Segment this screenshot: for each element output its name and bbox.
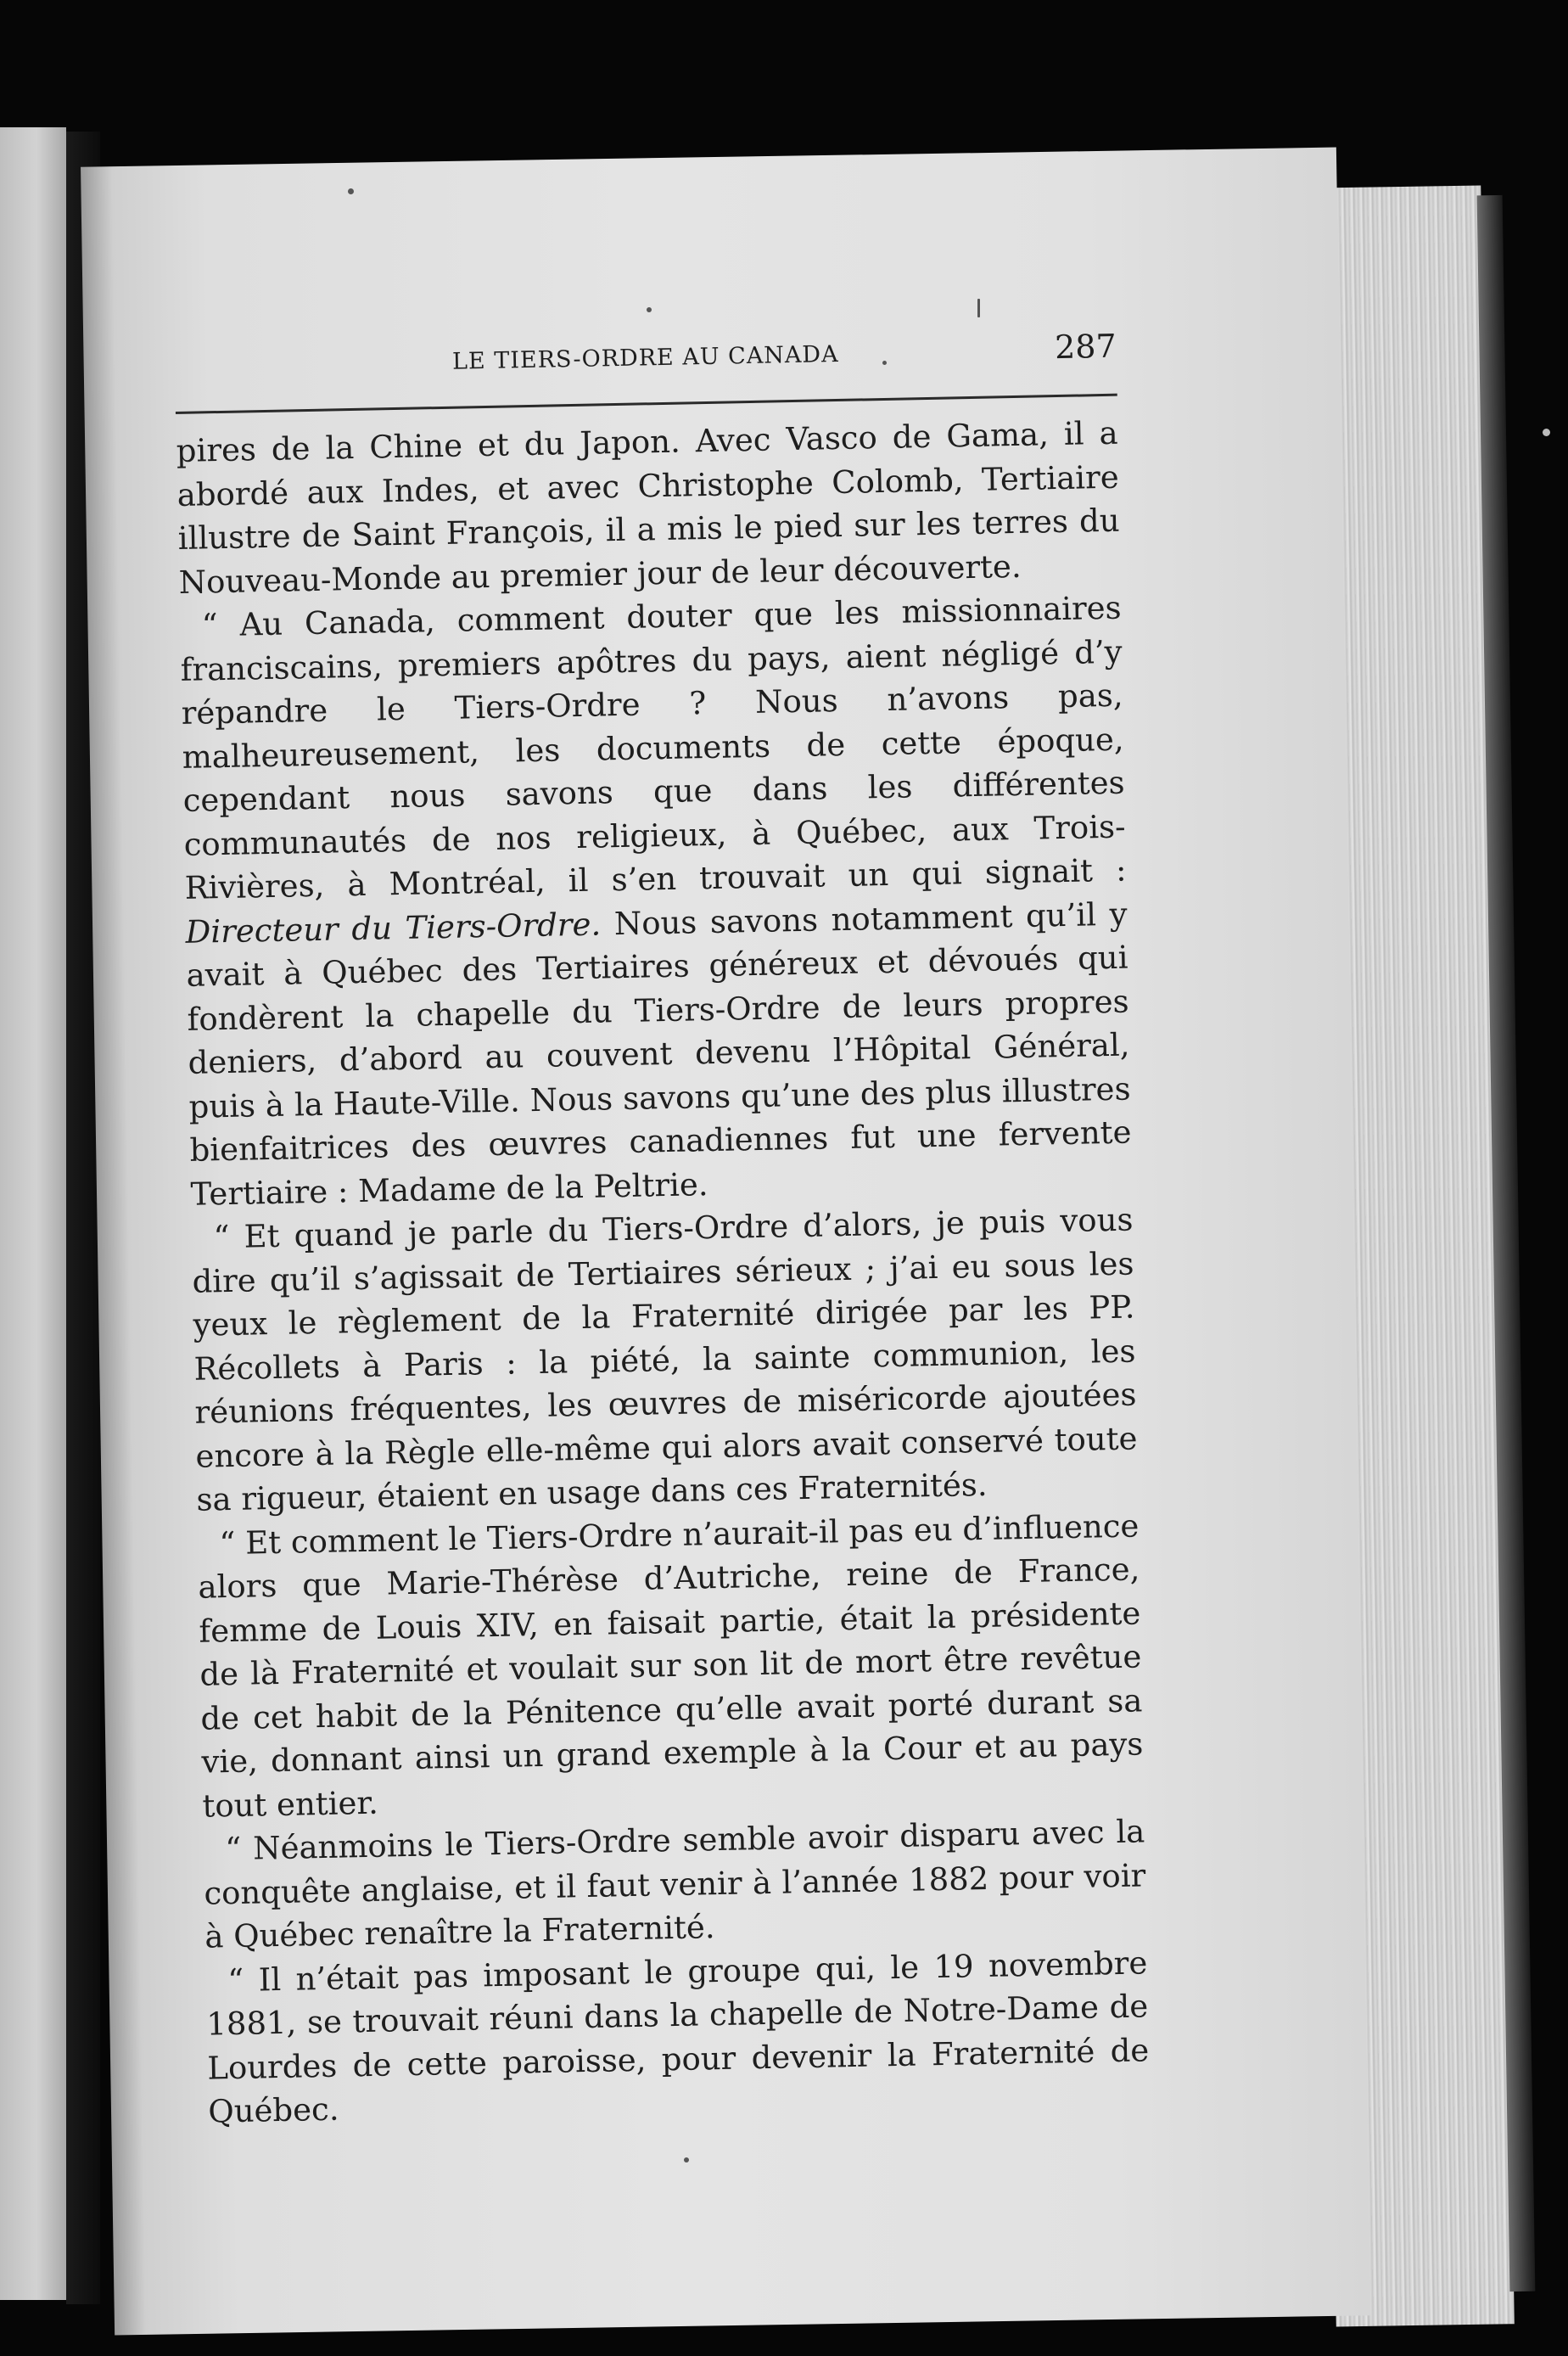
body-text [176, 412, 1150, 2134]
scan-speck [684, 2157, 689, 2162]
paragraph-2-italic: Directeur du Tiers-Ordre. [185, 905, 602, 951]
paragraph-2-part-1: “ Au Canada, comment douter que les missionnaires franciscains, premiers apôtres du pays, aient négligé d’y répandre le Tiers-Ordre ? Nous n’avons pas, malheureusement, les documents de cette époque, cependant nous savons que dans les différentes communautés de nos religieux, à Québec, aux Trois-Rivières, à Montréal, il s’en trouvait un qui signait : [180, 589, 1127, 906]
paragraph-5: “ Néanmoins le Tiers-Ordre semble avoir disparu avec la conquête anglaise, et il faut venir à l’année 1882 pour voir à Québec renaître la Fraternité. [204, 1813, 1146, 1955]
running-title: LE TIERS-ORDRE AU CANADA [451, 340, 839, 375]
scan-speck [1543, 429, 1550, 436]
page-number: 287 [1054, 327, 1117, 367]
paragraph-4: “ Et comment le Tiers-Ordre n’aurait-il pas eu d’influence alors que Marie-Thérèse d’Autriche, reine de France, femme de Louis XIV, en faisait partie, était la présidente de là Fraternité et voulait sur son lit de mort être revêtue de cet habit de la Pénitence qu’elle avait porté durant sa vie, donnant ainsi un grand exemple à la Cour et au pays tout entier. [198, 1506, 1144, 1825]
paragraph-6: “ Il n’était pas imposant le groupe qui, le 19 novembre 1881, se trouvait réuni dans la chapelle de Notre-Dame de Lourdes de cette paroisse, pour devenir la Fraternité de Québec. [205, 1944, 1150, 2130]
text-block [174, 309, 1151, 2134]
running-head [174, 309, 1117, 412]
scan-speck [348, 188, 354, 194]
paragraph-3: “ Et quand je parle du Tiers-Ordre d’alors, je puis vous dire qu’il s’agissait de Tertiaires sérieux ; j’ai eu sous les yeux le règlement de la Fraternité dirigée par les PP. Récollets à Paris : la piété, la sainte communion, les réunions fréquentes, les œuvres de miséricorde ajoutées encore à la Règle elle-même qui alors avait conservé toute sa rigueur, étaient en usage dans ces Fraternités. [192, 1201, 1138, 1518]
scan-speck [647, 307, 652, 312]
paragraph-1: pires de la Chine et du Japon. Avec Vasco de Gama, il a abordé aux Indes, et avec Christophe Colomb, Tertiaire illustre de Saint François, il a mis le pied sur les terres du Nouveau-Monde au premier jour de leur découverte. [176, 414, 1120, 601]
paragraph-2 [179, 586, 1133, 1216]
previous-page-edge [0, 127, 66, 2300]
paragraph-2-part-2: Nous savons notamment qu’il y avait à Québec des Tertiaires généreux et dévoués qui fondèrent la chapelle du Tiers-Ordre de leurs propres deniers, d’abord au couvent devenu l’Hôpital Général, puis à la Haute-Ville. Nous savons qu’une des plus illustres bienfaitrices des œuvres canadiennes fut une fervente Tertiaire : Madame de la Peltrie. [186, 895, 1132, 1213]
